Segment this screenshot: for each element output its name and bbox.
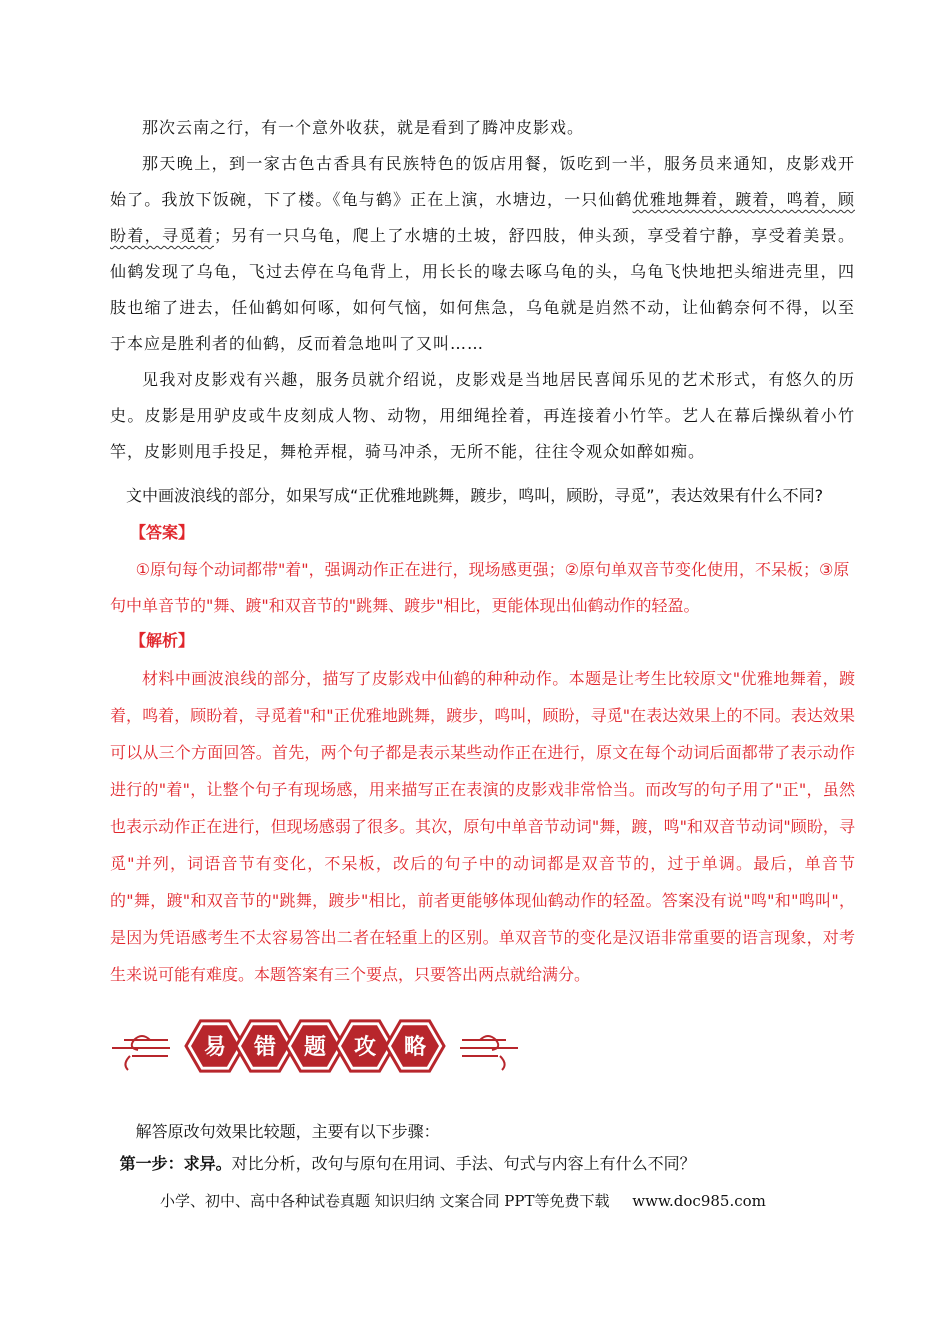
footer-text: 小学、初中、高中各种试卷真题 知识归纳 文案合同 PPT等免费下载: [160, 1192, 610, 1210]
step-1-text: 对比分析，改句与原句在用词、手法、句式与内容上有什么不同？: [231, 1154, 696, 1173]
step-1: [110, 1148, 870, 1180]
banner-char: 错: [253, 1035, 277, 1060]
passage-paragraph-2: [110, 146, 855, 362]
banner-left-swirl-icon: [112, 1036, 170, 1070]
steps-intro: 解答原改句效果比较题，主要有以下步骤：: [135, 1122, 440, 1141]
analysis-label: 【解析】: [130, 631, 195, 650]
banner-char: 略: [403, 1035, 427, 1060]
passage-p2-before: 那天晚上，到一家古色古香具有民族特色的饭店用餐，饭吃到一半，服务员来通知，皮影戏开始了。我放下饭碗，下了楼。《龟与鹤》正在上演，水塘边，一只仙鹤: [110, 154, 855, 209]
wavy-underlined-text: 优雅地舞着，踱着，鸣着，顾盼着，寻觅着: [110, 190, 855, 245]
answer-block: [110, 552, 855, 624]
analysis-block: [110, 660, 855, 993]
banner-char: 攻: [353, 1035, 377, 1060]
reading-passage: [110, 110, 855, 470]
banner-right-swirl-icon: [460, 1036, 518, 1070]
passage-paragraph-1: 那次云南之行，有一个意外收获，就是看到了腾冲皮影戏。: [142, 118, 585, 137]
solution-steps: [110, 1116, 870, 1180]
question-text: 文中画波浪线的部分，如果写成“正优雅地跳舞，踱步，鸣叫，顾盼，寻觅”，表达效果有什么不同?: [126, 486, 824, 505]
banner-char: 易: [203, 1035, 227, 1060]
page-footer: [160, 1190, 840, 1211]
passage-paragraph-3: 见我对皮影戏有兴趣，服务员就介绍说，皮影戏是当地居民喜闻乐见的艺术形式，有悠久的历史。皮影是用驴皮或牛皮刻成人物、动物，用细绳拴着，再连接着小竹竿。艺人在幕后操纵着小竹竿，皮影则甩手投足，舞枪弄棍，骑马冲杀，无所不能，往往令观众如醉如痴。: [110, 370, 855, 461]
banner-hexagon: [386, 1021, 444, 1071]
answer-label: 【答案】: [130, 523, 195, 542]
step-1-label: 第一步：求异。: [119, 1154, 232, 1173]
analysis-text: 材料中画波浪线的部分，描写了皮影戏中仙鹤的种种动作。本题是让考生比较原文"优雅地舞着，踱着，鸣着，顾盼着，寻觅着"和"正优雅地跳舞，踱步，鸣叫，顾盼，寻觅"在表达效果上的不同。表达效果可以从三个方面回答。首先，两个句子都是表示某些动作正在进行，原文在每个动词后面都带了表示动作进行的"着"，让整个句子有现场感，用来描写正在表演的皮影戏非常恰当。而改写的句子用了"正"，虽然也表示动作正在进行，但现场感弱了很多。其次，原句中单音节动词"舞，踱，鸣"和双音节动词"顾盼，寻觅"并列，词语音节有变化，不呆板，改后的句子中的动词都是双音节的，过于单调。最后，单音节的"舞，踱"和双音节的"跳舞，踱步"相比，前者更能够体现仙鹤动作的轻盈。答案没有说"鸣"和"鸣叫"，是因为凭语感考生不太容易答出二者在轻重上的区别。单双音节的变化是汉语非常重要的语言现象，对考生来说可能有难度。本题答案有三个要点，只要答出两点就给满分。: [110, 669, 855, 984]
banner-char: 题: [303, 1035, 327, 1060]
section-banner: [110, 1010, 520, 1082]
passage-p2-after: ；另有一只乌龟，爬上了水塘的土坡，舒四肢，伸头颈，享受着宁静，享受着美景。仙鹤发现了乌龟，飞过去停在乌龟背上，用长长的喙去啄乌龟的头，乌龟飞快地把头缩进壳里，四肢也缩了进去，任仙鹤如何啄，如何气恼，如何焦急，乌龟就是岿然不动，让仙鹤奈何不得，以至于本应是胜利者的仙鹤，反而着急地叫了又叫……: [110, 226, 855, 353]
footer-url[interactable]: www.doc985.com: [632, 1192, 766, 1210]
answer-text: ①原句每个动词都带"着"，强调动作正在进行，现场感更强；②原句单双音节变化使用，不呆板；③原句中单音节的"舞、踱"和双音节的"跳舞、踱步"相比，更能体现出仙鹤动作的轻盈。: [110, 560, 850, 615]
